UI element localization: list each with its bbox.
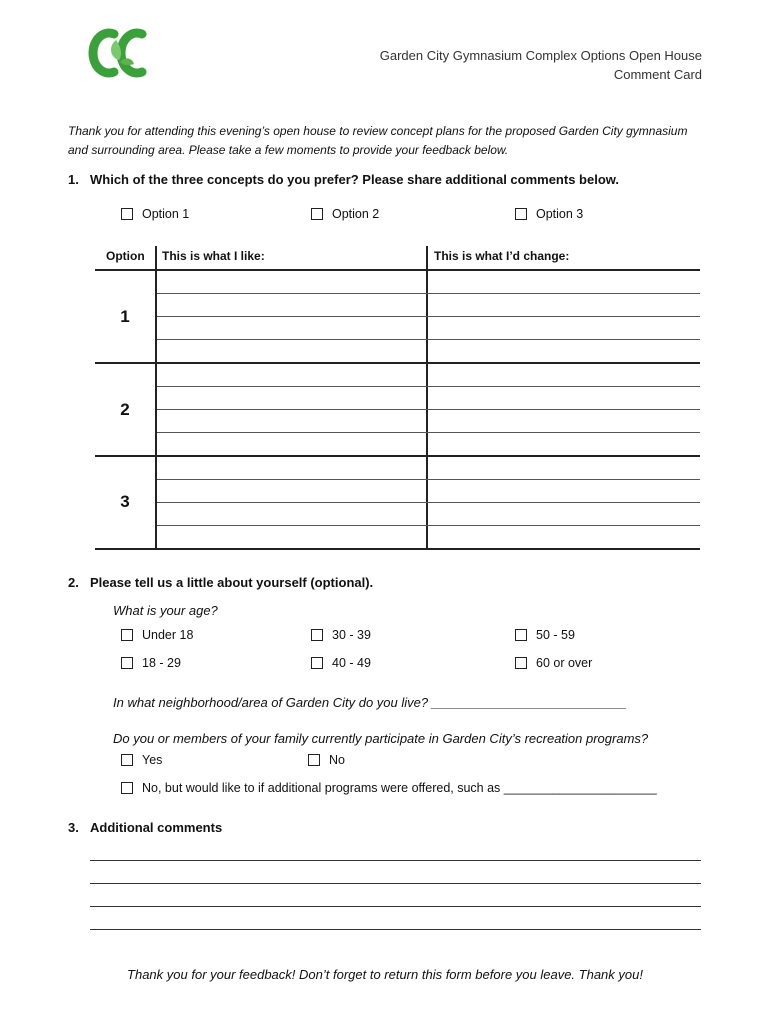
option-3-checkbox[interactable]: [515, 207, 583, 221]
programs-yes-checkbox[interactable]: [121, 753, 162, 767]
age-50-59-checkbox[interactable]: [515, 628, 575, 642]
write-line[interactable]: [157, 293, 700, 294]
programs-no-checkbox[interactable]: [308, 753, 345, 767]
garden-city-logo-icon: [70, 20, 170, 86]
option-2-checkbox[interactable]: [311, 207, 379, 221]
age-30-39-checkbox[interactable]: [311, 628, 371, 642]
table-header-rule: [95, 269, 700, 271]
col-like-header: This is what I like:: [162, 249, 265, 263]
write-line[interactable]: [157, 525, 700, 526]
checkbox-icon[interactable]: [121, 754, 133, 766]
programs-no-but-checkbox[interactable]: [121, 781, 657, 795]
comment-line[interactable]: [90, 906, 701, 907]
col-option-header: Option: [106, 249, 145, 263]
age-label: 30 - 39: [332, 628, 371, 642]
row-rule: [95, 548, 700, 550]
write-line[interactable]: [157, 409, 700, 410]
write-line[interactable]: [157, 479, 700, 480]
age-question: What is your age?: [113, 603, 218, 618]
age-label: 60 or over: [536, 656, 593, 670]
form-subtitle: Comment Card: [613, 67, 702, 82]
programs-question: Do you or members of your family currently participate in Garden City’s recreation programs?: [113, 731, 649, 746]
row-1-number: 1: [120, 307, 130, 326]
no-label: No: [329, 753, 345, 767]
option-3-label: Option 3: [536, 207, 584, 221]
question-2-text: Please tell us a little about yourself (optional).: [90, 575, 374, 590]
row-3-number: 3: [120, 492, 130, 511]
option-2-label: Option 2: [332, 207, 380, 221]
checkbox-icon[interactable]: [515, 208, 527, 220]
row-rule: [95, 362, 700, 364]
no-but-label: No, but would like to if additional programs were offered, such as ______________________: [142, 781, 657, 795]
question-3: [68, 820, 222, 835]
option-1-checkbox[interactable]: [121, 207, 189, 221]
write-line[interactable]: [157, 432, 700, 433]
write-line[interactable]: [157, 502, 700, 503]
age-label: Under 18: [142, 628, 194, 642]
row-2-number: 2: [120, 400, 130, 419]
age-label: 50 - 59: [536, 628, 575, 642]
checkbox-icon[interactable]: [311, 657, 323, 669]
write-line[interactable]: [157, 316, 700, 317]
closing-text: Thank you for your feedback! Don’t forget to return this form before you leave. Thank you!: [127, 967, 643, 982]
age-18-29-checkbox[interactable]: [121, 656, 181, 670]
write-line[interactable]: [157, 386, 700, 387]
checkbox-icon[interactable]: [311, 208, 323, 220]
age-40-49-checkbox[interactable]: [311, 656, 371, 670]
question-3-text: Additional comments: [90, 820, 223, 835]
question-3-number: 3.: [68, 820, 79, 835]
age-label: 18 - 29: [142, 656, 181, 670]
question-2: [68, 575, 373, 590]
table-divider-2: [426, 246, 428, 549]
checkbox-icon[interactable]: [121, 208, 133, 220]
table-divider-1: [155, 246, 157, 549]
comment-line[interactable]: [90, 883, 701, 884]
option-1-label: Option 1: [142, 207, 190, 221]
question-1: [68, 172, 619, 187]
yes-label: Yes: [142, 753, 163, 767]
question-1-text: Which of the three concepts do you prefer? Please share additional comments below.: [90, 172, 620, 187]
intro-text: Thank you for attending this evening’s open house to review concept plans for the proposed Garden City gymnasium and surrounding area. Please take a few moments to provide your feedback below.: [68, 124, 688, 157]
age-label: 40 - 49: [332, 656, 371, 670]
checkbox-icon[interactable]: [121, 657, 133, 669]
comment-line[interactable]: [90, 860, 701, 861]
neighborhood-question[interactable]: In what neighborhood/area of Garden City do you live? ___________________________: [113, 695, 627, 710]
age-under-18-checkbox[interactable]: [121, 628, 193, 642]
question-1-number: 1.: [68, 172, 79, 187]
form-title: Garden City Gymnasium Complex Options Open House: [379, 48, 702, 63]
write-line[interactable]: [157, 339, 700, 340]
checkbox-icon[interactable]: [121, 782, 133, 794]
comment-line[interactable]: [90, 929, 701, 930]
checkbox-icon[interactable]: [308, 754, 320, 766]
checkbox-icon[interactable]: [121, 629, 133, 641]
col-change-header: This is what I’d change:: [434, 249, 570, 263]
checkbox-icon[interactable]: [515, 657, 527, 669]
age-60-over-checkbox[interactable]: [515, 656, 592, 670]
checkbox-icon[interactable]: [311, 629, 323, 641]
question-2-number: 2.: [68, 575, 79, 590]
checkbox-icon[interactable]: [515, 629, 527, 641]
row-rule: [95, 455, 700, 457]
